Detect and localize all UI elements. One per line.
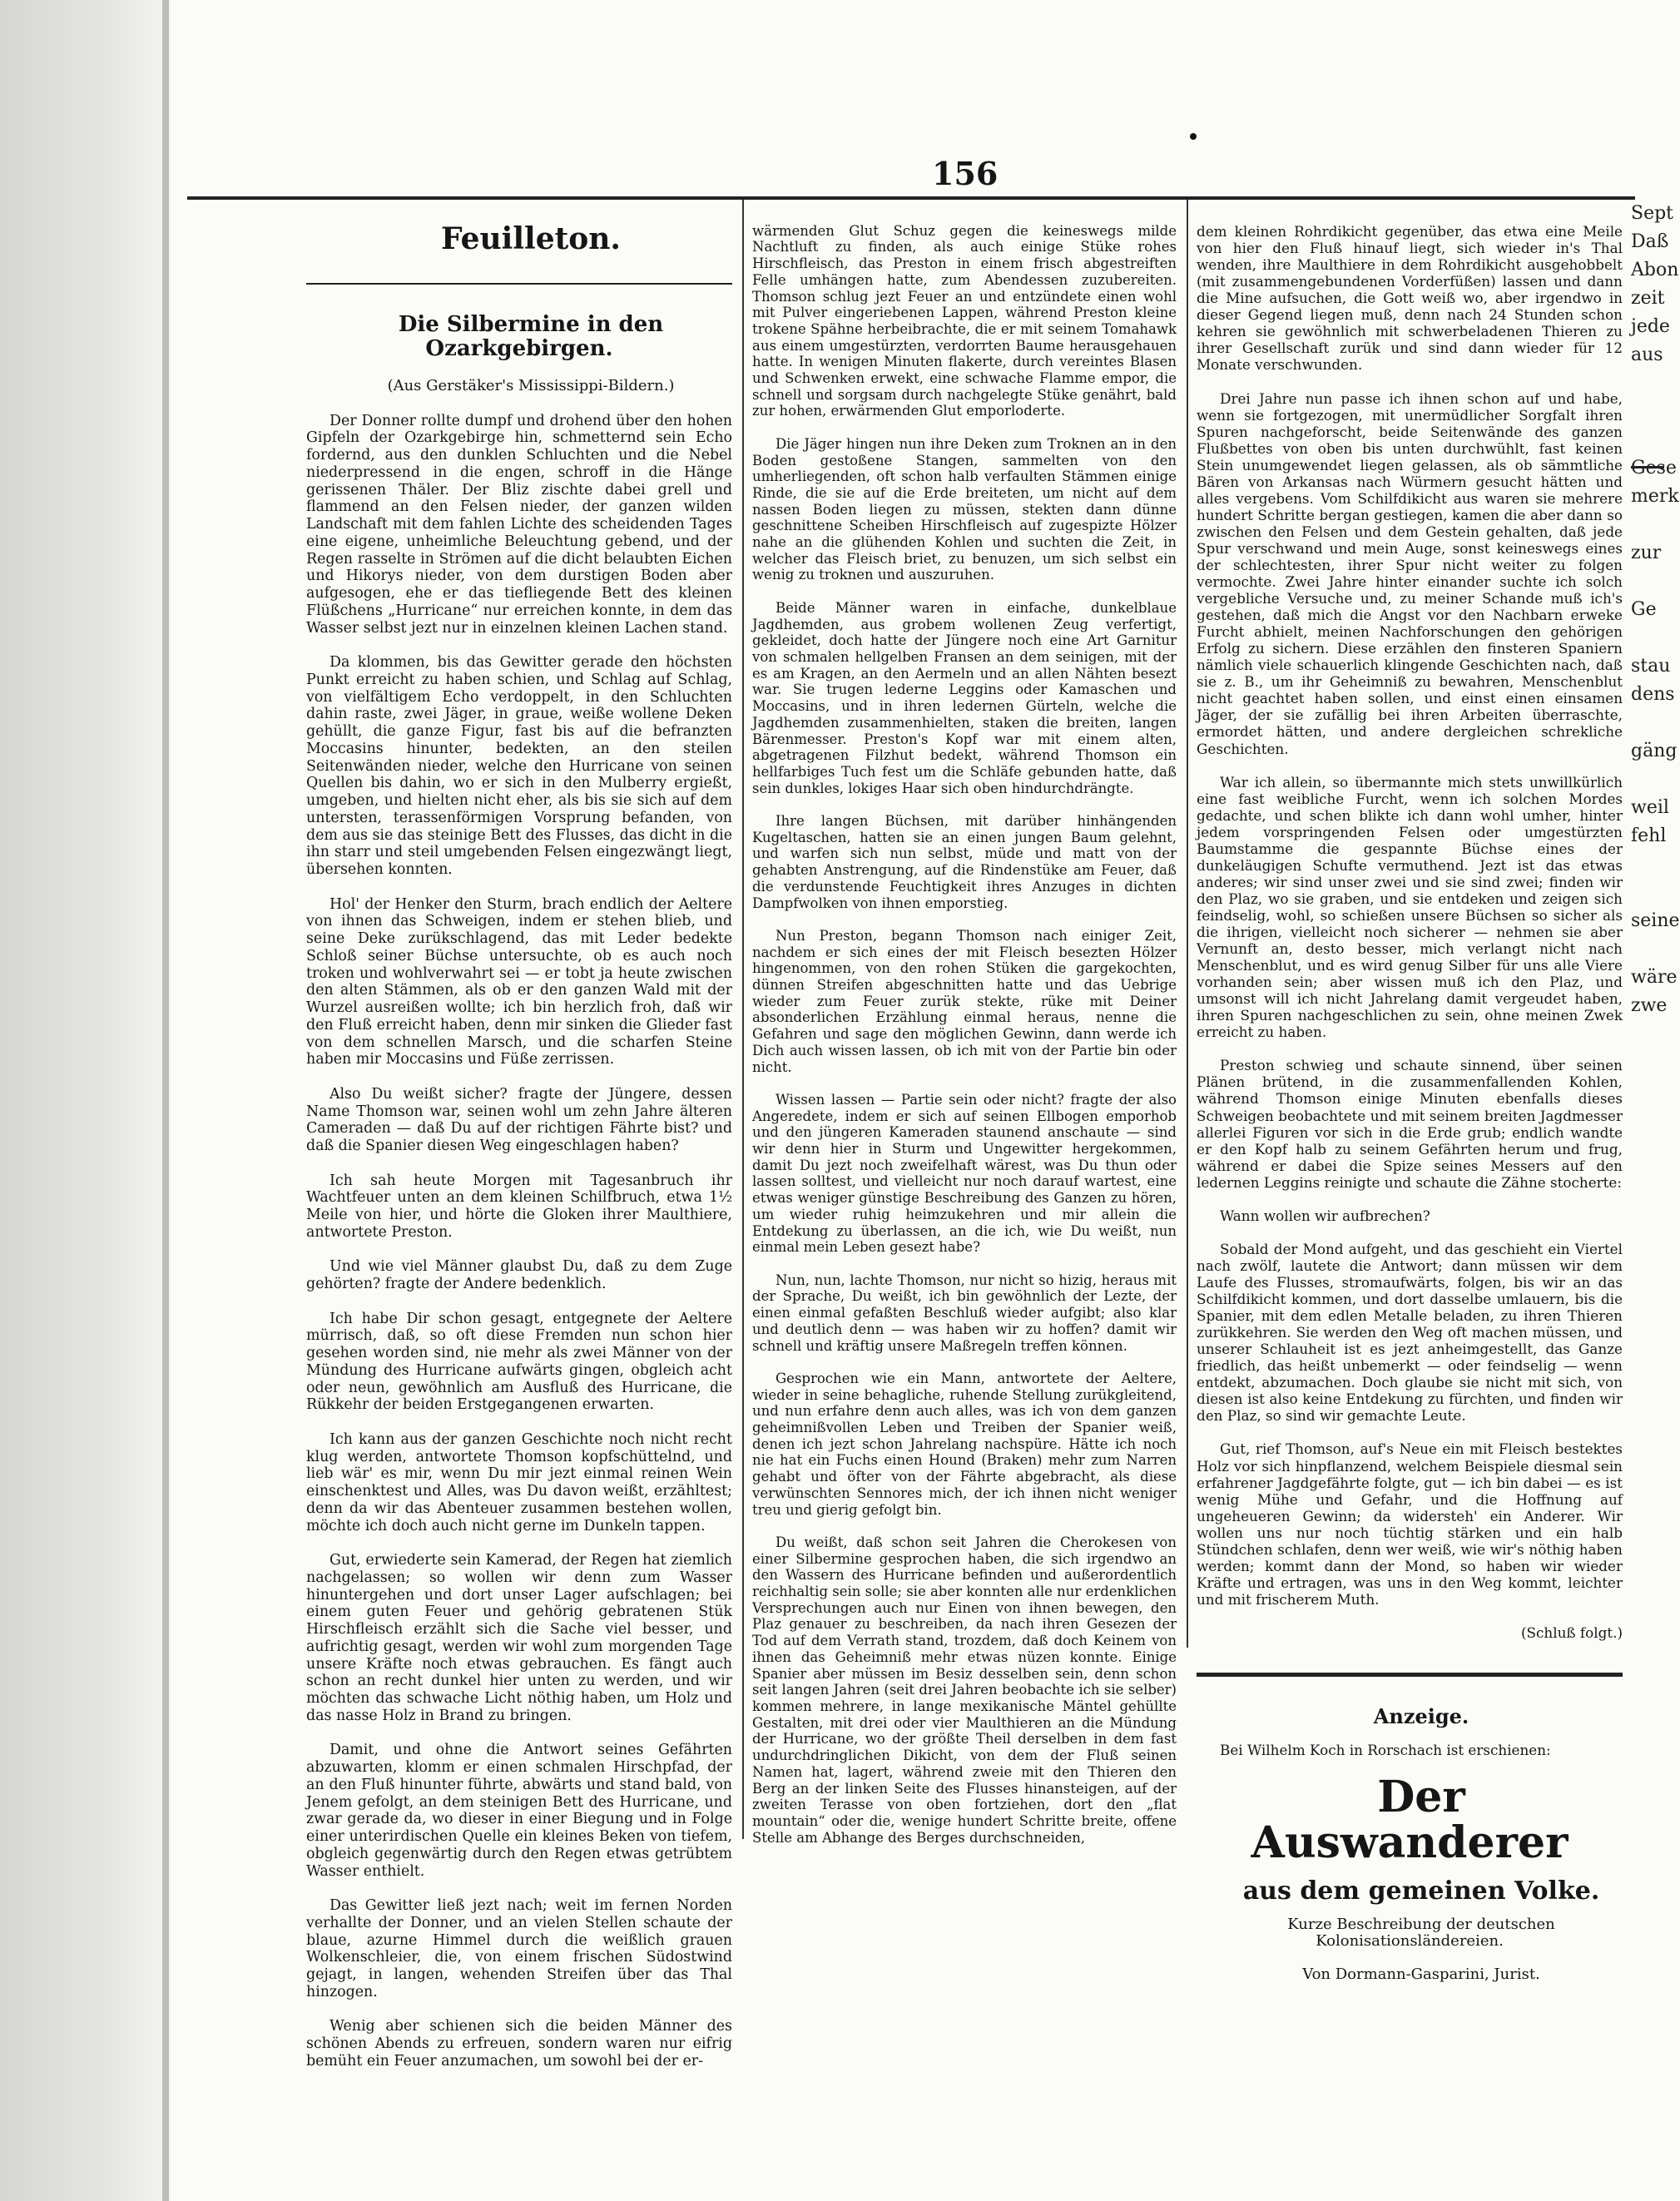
paragraph: Sobald der Mond aufgeht, und das geschieht ein Viertel nach zwölf, lautete die Antwort; dann müssen wir dem Laufe des Flusses, stromaufwärts, folgen, bis wir an das Schilfdikicht kommen, und dort dasselbe umlauern, bis die Spanier, mit dem edlen Metalle beladen, zu ihren Thieren zurükkehren. Sie werden den Weg oft machen müssen, und unserer Schlauheit ist es jezt anheimgestellt, das Ganze friedlich, das heißt unbemerkt — oder feindselig — wenn entdekt, abzumachen. Doch glaube sie nicht mit sich, von diesen ist also keine Entdekung zu fürchten, und finden wir den Plaz, so sind wir gemachte Leute. (1197, 1240, 1623, 1425)
paragraph: Beide Männer waren in einfache, dunkelblaue Jagdhemden, aus grobem wollenen Zeug verfertigt, gekleidet, doch hatte der Jüngere noch eine Art Garnitur von schmalen hellgelben Fransen an dem seinigen, mit der es am Kragen, an den Aermeln und an allen Nähten besezt war. Sie trugen lederne Leggins oder Kamaschen und Moccasins, und in ihren ledernen Gürteln, welche die Jagdhemden zusammenhielten, staken die breiten, langen Bärenmesser. Preston's Kopf war mit einem alten, abgetragenen Filzhut bedekt, während Thomson ein hellfarbiges Tuch fest um die Schläfe gebunden hatte, daß sein dunkles, lokiges Haar sich oben hindurchdrängte. (752, 599, 1177, 796)
story-subtitle: (Aus Gerstäker's Mississippi-Bildern.) (387, 377, 675, 395)
paragraph: Nun Preston, begann Thomson nach einiger Zeit, nachdem er sich eines der mit Fleisch besezten Hölzer hingenommen, von den rohen Stüken die gargekochten, dünnen Streifen abgeschnitten hatte und das Uebrige wieder zum Feuer zurük stekte, rüke mit Deiner absonderlichen Erzählung einmal heraus, nenne die Gefahren und sage den möglichen Gewinn, dann werde ich Dich auch wissen lassen, ob ich mit von der Partie bin oder nicht. (752, 927, 1177, 1075)
column-right (1197, 206, 1623, 2000)
paragraph: Der Donner rollte dumpf und drohend über den hohen Gipfeln der Ozarkgebirge hin, schmetternd sein Echo fordernd, aus den dunklen Schluchten und die Nebel niederpressend in die engen, schroff in die Hänge gerissenen Thäler. Der Bliz zischte dabei grell und flammend an den Felsen nieder, der ganzen wilden Landschaft mit dem fahlen Lichte des scheidenden Tages eine eigene, unheimliche Beleuchtung gebend, und der Regen rasselte in Strömen auf die dicht belaubten Eichen und Hikorys nieder, von dem durstigen Boden aber aufgesogen, ehe er das tiefliegende Bett des kleinen Flüßchens „Hurricane“ nur erreichen konnte, in dem das Wasser selbst jezt nur in einzelnen kleinen Lachen stand. (306, 412, 732, 637)
paragraph: Wissen lassen — Partie sein oder nicht? fragte der also Angeredete, indem er sich auf seinen Ellbogen emporhob und den jüngeren Kameraden staunend anschaute — sind wir denn hier in Sturm und Ungewitter hergekommen, damit Du jezt noch zweifelhaft wärest, was Du thun oder lassen solltest, und vielleicht nur noch darauf wartest, eine etwas weniger günstige Beschreibung des Ganzen zu hören, um wieder ruhig heimzukehren und mir allein die Entdekung zu überlassen, an die ich, wie Du weißt, nun einmal mein Leben gesezt habe? (752, 1091, 1177, 1256)
column-left (306, 206, 732, 2087)
paragraph: Ihre langen Büchsen, mit darüber hinhängenden Kugeltaschen, hatten sie an einen jungen Baum gelehnt, und warfen sich nun selbst, müde und matt von der gehabten Anstrengung, auf die Rindenstüke am Feuer, daß die verdunstende Feuchtigkeit ihres Anzuges in dichten Dampfwolken von ihnen emporstieg. (752, 813, 1177, 911)
header-rule (187, 196, 1635, 200)
advert-book-subtitle: aus dem gemeinen Volke. (1242, 1876, 1600, 1906)
paragraph: Drei Jahre nun passe ich ihnen schon auf und habe, wenn sie fortgezogen, mit unermüdlicher Sorgfalt ihren Spuren nachgeforscht, beide Seitenwände des ganzen Flußbettes von oben bis unten durchwühlt, fast keinen Stein unumgewendet liegen gelassen, als ob sämmtliche Bären von Arkansas nach Würmern gesucht hätten und alles vergebens. Vom Schilfdikicht aus waren sie mehrere hundert Schritte bergan gestiegen, kamen die aber dann so zwischen den Felsen und dem Gestein gehalten, daß jede Spur verschwand und mein Auge, sonst keineswegs eines der schlechtesten, ihrer Spur nicht weiter zu folgen vermochte. Zwei Jahre hinter einander suchte ich solch vergebliche Versuche und, zu meiner Schande muß ich's gestehen, daß mich die Angst vor den Nachbarn erweke Furcht abhielt, meinen Nachforschungen den gehörigen Erfolg zu sichern. Diese erzählen den finsteren Spaniern nämlich viele schauerlich klingende Geschichten nach, daß sie z. B., um ihr Geheimniß zu bewahren, Menschenblut nicht geachtet haben sollen, und einst einen einsamen Jäger, der sie zufällig bei ihren Arbeiten überraschte, ermordet hätten, und andere dergleichen schrekliche Geschichten. (1197, 389, 1623, 757)
section-title: Feuilleton. (441, 221, 621, 256)
advert-rule (1197, 1673, 1623, 1677)
paragraph: Die Jäger hingen nun ihre Deken zum Troknen an in den Boden gestoßene Stangen, sammelten von den umherliegenden, oft schon halb verfaulten Stämmen einige Rinde, die sie auf die Erde breiteten, um nicht auf dem nassen Boden liegen zu müssen, stekten dann dünne geschnittene Scheiben Hirschfleisch auf zugespizte Hölzer nahe an die glühenden Kohlen und suchten die Zeit, in welcher das Fleisch briet, zu benuzen, um sich selbst ein wenig zu troknen und auszuruhen. (752, 435, 1177, 583)
paragraph: Gesprochen wie ein Mann, antwortete der Aeltere, wieder in seine behagliche, ruhende Stellung zurükgleitend, und nun erfahre denn auch alles, was ich von dem ganzen geheimnißvollen Leben und Treiben der Spanier weiß, denen ich jezt schon Jahrelang nachspüre. Hätte ich noch nie hat ein Fuchs einen Hound (Braken) mehr zum Narren gehabt und öfter von der Fährte abgebracht, als diese verwünschten Sennores mich, der ich ihnen nicht weniger treu und gierig gefolgt bin. (752, 1370, 1177, 1518)
paragraph: Ich habe Dir schon gesagt, entgegnete der Aeltere mürrisch, daß, so oft diese Fremden nun schon hier gesehen worden sind, nie mehr als zwei Männer von der Mündung des Hurricane aufwärts gingen, obgleich acht oder neun, gewöhnlich am Ausfluß des Hurricane, die Rükkehr der beiden Erstgegangenen erwarten. (306, 1310, 732, 1414)
advert-book-title: Der Auswanderer (1251, 1772, 1568, 1868)
column-rule-right (1187, 200, 1188, 1648)
advert-author: Von Dormann-Gasparini, Jurist. (1302, 1965, 1540, 1983)
paragraph: Du weißt, daß schon seit Jahren die Cherokesen von einer Silbermine gesprochen haben, die sich irgendwo an den Wassern des Hurricane befinden und außerordentlich reichhaltig sein solle; sie aber konnten alle nur erdenklichen Versprechungen auch nur Einen von ihnen bewegen, den Plaz genauer zu beschreiben, da nach ihren Gesezen der Tod auf dem Verrath stand, trozdem, daß doch Keinem von ihnen das Geheimniß mehr etwas nüzen konnte. Einige Spanier aber müssen im Besiz desselben sein, denn schon seit langen Jahren (seit drei Jahren beobachte ich sie selber) kommen mehrere, in lange mexikanische Mäntel gehüllte Gestalten, mit drei oder vier Maulthieren an die Mündung der Hurricane, wo der größte Theil derselben in dem fast undurchdringlichen Dikicht, von dem der Fluß seinen Namen hat, lagert, während zweie mit den Thieren den Berg an der linken Seite des Flusses hinansteigen, auf der zweiten Terasse von oben fortziehen, dort den „flat mountain“ oder die, wenige hundert Schritte breite, offene Stelle am Abhange des Berges durchschneiden, (752, 1534, 1177, 1846)
paragraph: Hol' der Henker den Sturm, brach endlich der Aeltere von ihnen das Schweigen, indem er stehen blieb, und seine Deke zurükschlagend, das mit Leder bedekte Schloß seiner Büchse untersuchte, ob es auch noch troken und wohlverwahrt sei — er tobt ja heute zwischen den alten Stämmen, als ob er den ganzen Wald mit der Wurzel ausreißen wollte; ich bin herzlich froh, daß wir den Fluß erreicht haben, denn mir sinken die Glieder fast von dem schnellen Marsch, und die scharfen Steine haben mir Moccasins und Füße zerrissen. (306, 895, 732, 1068)
page-gutter (162, 0, 169, 2201)
page-number: 156 (932, 155, 999, 192)
advert-description: Kurze Beschreibung der deutschen Kolonisationsländereien. (1287, 1915, 1555, 1950)
paragraph: Da klommen, bis das Gewitter gerade den höchsten Punkt erreicht zu haben schien, und Schlag auf Schlag, von vielfältigem Echo verdoppelt, in den Schluchten dahin raste, zwei Jäger, in graue, weiße wollene Deken gehüllt, die ganze Figur, fast bis auf die befranzten Moccasins hinunter, bedekten, an den steilen Seitenwänden nieder, welche den Hurricane von seinen Quellen bis dahin, wo er sich in den Mulberry ergießt, umgeben, und hielten nicht eher, als bis sie sich auf dem untersten, terassenförmigen Vorsprung befanden, von dem aus sie das steinige Bett des Flusses, das dicht in die ihn starr und steil umgebenden Felsen eingezwängt liegt, übersehen konnten. (306, 654, 732, 879)
advert-intro: Bei Wilhelm Koch in Rorschach ist erschienen: (1220, 1742, 1551, 1759)
continued-note: (Schluß folgt.) (1520, 1623, 1623, 1641)
paragraph: Gut, erwiederte sein Kamerad, der Regen hat ziemlich nachgelassen; so wollen wir denn zum Wasser hinuntergehen und dort unser Lager aufschlagen; bei einem guten Feuer und gehörig gebratenen Stük Hirschfleisch erzählt sich die Sache viel besser, und aufrichtig gesagt, werden wir wohl zum morgenden Tage unsere Kräfte noch etwas gebrauchen. Es fängt auch schon an recht dunkel hier unten zu werden, und wir möchten das schwache Licht nöthig haben, um Holz und das nasse Holz in Brand zu bringen. (306, 1552, 732, 1724)
story-title: Die Silbermine in den Ozarkgebirgen. (398, 312, 664, 361)
adjacent-page-fragment: Sept Daß Abon zeit jede aus Gese merk zur Ge stau dens gäng weil fehl seine wäre zwe (1631, 203, 1680, 1016)
paragraph: dem kleinen Rohrdikicht gegenüber, das etwa eine Meile von hier den Fluß hinauf liegt, sich wieder in's Thal wenden, ihre Maulthiere in dem Rohrdikicht ausgehobbelt (mit zusammengebundenen Vorderfüßen) lassen und dann die Mine aufsuchen, die Gott weiß wo, aber irgendwo in dieser Gegend liegen muß, denn nach 24 Stunden schon kehren sie gewöhnlich mit schwerbeladenen Thieren zu ihrer Gesellschaft zurük und sind dann wieder für 12 Monate verschwunden. (1197, 223, 1623, 374)
paragraph: Ich kann aus der ganzen Geschichte noch nicht recht klug werden, antwortete Thomson kopfschüttelnd, und lieb wär' es mir, wenn Du mir jezt einmal reinen Wein einschenktest und Alles, was Du davon weißt, erzähltest; denn da wir das Abenteuer zusammen bestehen wollen, möchte ich doch auch nicht gerne im Dunkeln tappen. (306, 1430, 732, 1534)
section-rule (306, 283, 732, 285)
paragraph: Wenig aber schienen sich die beiden Männer des schönen Abends zu erfreuen, sondern waren nur eifrig bemüht ein Feuer anzumachen, um sowohl bei der er- (306, 2018, 732, 2070)
advert-title: Anzeige. (1373, 1704, 1469, 1729)
ink-spot (1190, 133, 1197, 140)
paragraph: War ich allein, so übermannte mich stets unwillkürlich eine fast weibliche Furcht, wenn ich solchen Mordes gedachte, und schen blikte ich dann wohl umher, hinter jedem vorspringenden Felsen oder umgestürzten Baumstamme die gespannte Büchse eines der dunkeläugigen Schufte vermuthend. Jezt ist das etwas anderes; wir sind unser zwei und sie sind zwei; finden wir den Plaz, wo sie graben, und sie entdeken und zeigen sich feindselig, wohl, so schießen unsere Büchsen so sicher als die ihrigen, vielleicht noch sicherer — nehmen sie aber Vernunft an, desto besser, mich verlangt nicht nach Menschenblut, und es wird genug Silber für uns alle Viere vorhanden sein; aber wissen muß ich den Plaz, und umsonst will ich nicht Jahrelang damit vergeudet haben, ihren Spuren nachgeschlichen zu sein, ohne meinen Zwek erreicht zu haben. (1197, 773, 1623, 1041)
paragraph: Preston schwieg und schaute sinnend, über seinen Plänen brütend, in die zusammenfallenden Kohlen, während Thomson einige Minuten ebenfalls dieses Schweigen beobachtete und mit seinem breiten Jagdmesser allerlei Figuren vor sich in die Erde grub; endlich wandte er den Kopf halb zu seinem Gefährten herum und frug, während er dabei die Spize seines Messers auf den ledernen Leggins reinigte und schaute die Zähne stocherte: (1197, 1057, 1623, 1191)
paragraph: Ich sah heute Morgen mit Tagesanbruch ihr Wachtfeuer unten an dem kleinen Schilfbruch, etwa 1½ Meile von hier, und hörte die Gloken ihrer Maulthiere, antwortete Preston. (306, 1172, 732, 1241)
paragraph: Gut, rief Thomson, auf's Neue ein mit Fleisch bestektes Holz vor sich hinpflanzend, welchem Beispiele diesmal sein erfahrener Jagdgefährte folgte, gut — ich bin dabei — es ist wenig Mühe und Gefahr, und die Hoffnung auf ungeheueren Gewinn; da widersteh' ein Anderer. Wir wollen uns nur noch tüchtig stärken und ein halb Stündchen schlafen, denn wer weiß, wie wir's nöthig haben werden; kommt dann der Mond, so haben wir wieder Kräfte und ertragen, was uns in den Weg kommt, leichter und mit frischerem Muth. (1197, 1440, 1623, 1608)
paragraph: Nun, nun, lachte Thomson, nur nicht so hizig, heraus mit der Sprache, Du weißt, ich bin gewöhnlich der Lezte, der einen einmal gefaßten Beschluß wieder aufgibt; also klar und deutlich denn — was haben wir zu hoffen? damit wir schnell und kräftig unsere Maßregeln treffen können. (752, 1272, 1177, 1354)
paragraph: Wann wollen wir aufbrechen? (1220, 1207, 1430, 1224)
paragraph: wärmenden Glut Schuz gegen die keineswegs milde Nachtluft zu finden, als auch einige Stüke rohes Hirschfleisch, das Preston in einem frisch abgestreiften Felle umhängen hatte, zum Abendessen zuzubereiten. Thomson schlug jezt Feuer an und entzündete einen wohl mit Pulver eingeriebenen Lappen, während Preston kleine trokene Spähne herbeibrachte, die er mit seinem Tomahawk aus einem umgestürzten, verdorrten Baume herausgehauen hatte. In wenigen Minuten flakerte, durch vereintes Blasen und Schwenken erwekt, eine schwache Flamme empor, die schnell und sorgsam durch nachgelegte Stüke genährt, bald zur hohen, erwärmenden Glut emporloderte. (752, 222, 1177, 419)
column-middle (752, 206, 1177, 1862)
paragraph: Damit, und ohne die Antwort seines Gefährten abzuwarten, klomm er einen schmalen Hirschpfad, der an den Fluß hinunter führte, abwärts und stand bald, von Jenem gefolgt, an dem steinigen Bett des Hurricane, und zwar gerade da, wo dieser in einer Biegung und in Folge einer unterirdischen Quelle ein kleines Beken von tiefem, obgleich gegenwärtig durch den Regen etwas getrübtem Wasser enthielt. (306, 1742, 732, 1880)
paragraph: Und wie viel Männer glaubst Du, daß zu dem Zuge gehörten? fragte der Andere bedenklich. (306, 1258, 732, 1293)
scan-left-margin (0, 0, 171, 2201)
paragraph: Das Gewitter ließ jezt nach; weit im fernen Norden verhallte der Donner, und an vielen Stellen schaute der blaue, azurne Himmel durch die weißlich grauen Wolkenschleier, die, von einem frischen Südostwind gejagt, in langen, wehenden Streifen über das Thal hinzogen. (306, 1897, 732, 2000)
paragraph: Also Du weißt sicher? fragte der Jüngere, dessen Name Thomson war, seinen wohl um zehn Jahre älteren Cameraden — daß Du auf der richtigen Fährte bist? und daß die Spanier diesen Weg eingeschlagen haben? (306, 1085, 732, 1155)
column-rule-left (742, 200, 744, 1839)
